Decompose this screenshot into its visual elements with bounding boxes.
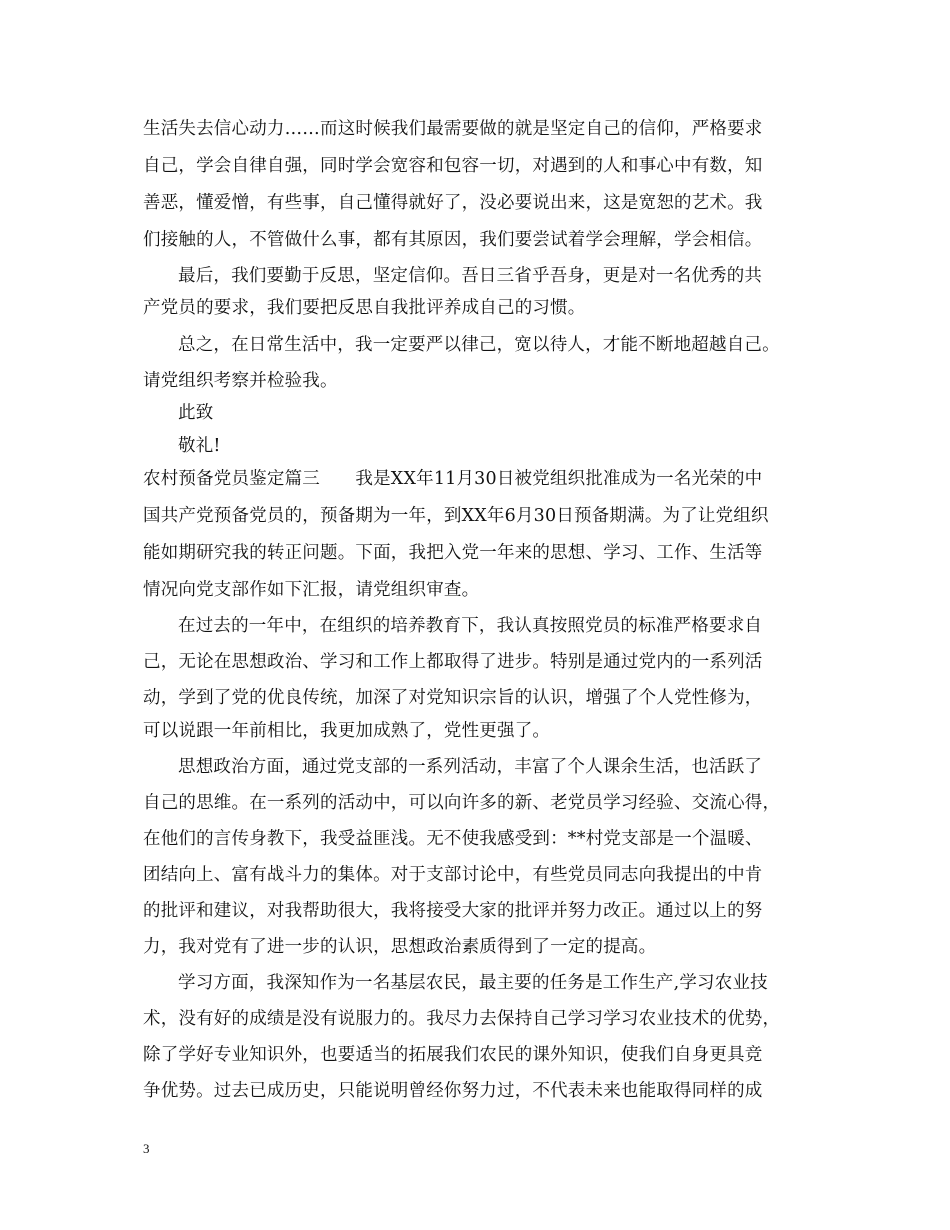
text-line: 国共产党预备党员的，预备期为一年，到XX年6月30日预备期满。为了让党组织 — [143, 506, 769, 526]
text-line: 请党组织考察并检验我。 — [143, 371, 338, 391]
text-line: 总之，在日常生活中，我一定要严以律己，宽以待人，才能不断地超越自己。 — [178, 335, 780, 355]
text-line: 能如期研究我的转正问题。下面，我把入党一年来的思想、学习、工作、生活等 — [143, 543, 763, 563]
text-line: 思想政治方面，通过党支部的一系列活动，丰富了个人课余生活，也活跃了 — [178, 757, 763, 777]
section-heading-line: 农村预备党员鉴定篇三 我是XX年11月30日被党组织批准成为一名光荣的中 — [143, 469, 763, 489]
text-line: 力，我对党有了进一步的认识，思想政治素质得到了一定的提高。 — [143, 937, 657, 957]
page-number: 3 — [143, 1141, 150, 1156]
text-line: 在过去的一年中，在组织的培养教育下，我认真按照党员的标准严格要求自 — [178, 616, 763, 636]
text-line: 术，没有好的成绩是没有说服力的。我尽力去保持自己学习学习农业技术的优势， — [143, 1009, 781, 1029]
text-line: 情况向党支部作如下汇报，请党组织审查。 — [143, 580, 480, 600]
text-line: 们接触的人，不管做什么事，都有其原因，我们要尝试着学会理解，学会相信。 — [143, 230, 763, 250]
closing-salutation: 此致 — [178, 403, 214, 423]
text-line: 自己，学会自律自强，同时学会宽容和包容一切，对遇到的人和事心中有数，知 — [143, 156, 763, 176]
text-line: 最后，我们要勤于反思，坚定信仰。吾日三省乎吾身，更是对一名优秀的共 — [178, 266, 763, 286]
text-line: 己，无论在思想政治、学习和工作上都取得了进步。特别是通过党内的一系列活 — [143, 652, 763, 672]
text-line: 可以说跟一年前相比，我更加成熟了，党性更强了。 — [143, 721, 551, 741]
closing-salutation: 敬礼! — [178, 436, 221, 456]
text-line: 善恶，懂爱憎，有些事，自己懂得就好了，没必要说出来，这是宽恕的艺术。我 — [143, 193, 763, 213]
text-line: 在他们的言传身教下，我受益匪浅。无不使我感受到：**村党支部是一个温暖、 — [143, 829, 763, 849]
text-line: 生活失去信心动力……而这时候我们最需要做的就是坚定自己的信仰，严格要求 — [143, 119, 763, 139]
text-line: 自己的思维。在一系列的活动中，可以向许多的新、老党员学习经验、交流心得， — [143, 793, 781, 813]
text-line: 的批评和建议，对我帮助很大，我将接受大家的批评并努力改正。通过以上的努 — [143, 901, 763, 921]
text-line: 动，学到了党的优良传统，加深了对党知识宗旨的认识，增强了个人党性修为， — [143, 688, 763, 708]
text-line: 学习方面，我深知作为一名基层农民，最主要的任务是工作生产,学习农业技 — [178, 973, 768, 993]
text-line: 团结向上、富有战斗力的集体。对于支部讨论中，有些党员同志向我提出的中肯 — [143, 865, 763, 885]
text-line: 产党员的要求，我们要把反思自我批评养成自己的习惯。 — [143, 298, 586, 318]
text-line: 争优势。过去已成历史，只能说明曾经你努力过，不代表未来也能取得同样的成 — [143, 1081, 763, 1101]
text-line: 除了学好专业知识外，也要适当的拓展我们农民的课外知识，使我们自身更具竞 — [143, 1045, 763, 1065]
